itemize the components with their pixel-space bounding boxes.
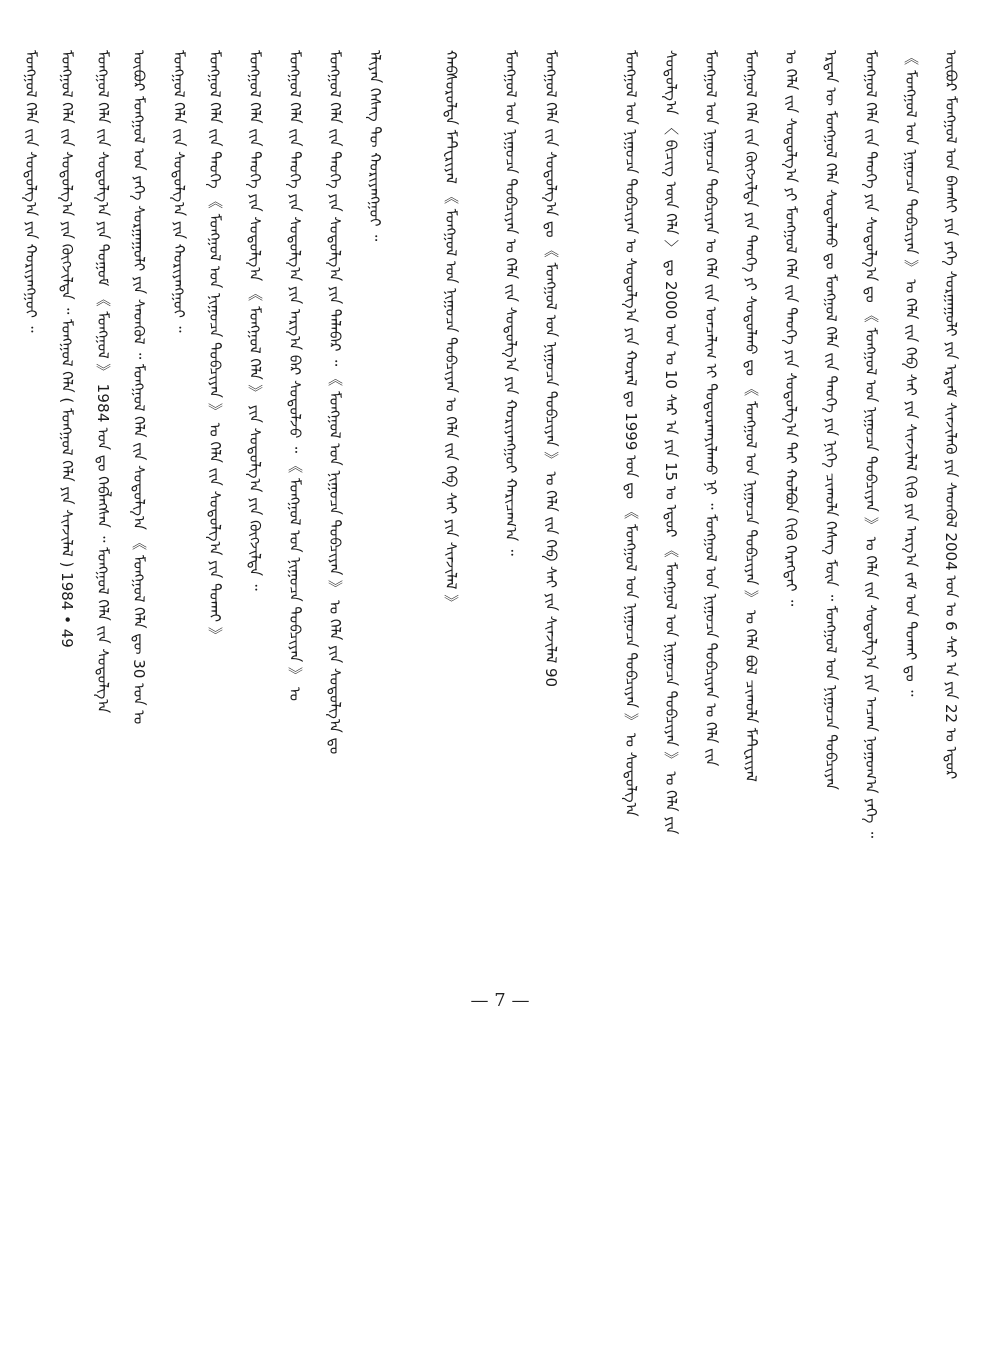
text-column-2: 《 ᠮᠣᠩᠭᠣᠯ ᠤᠨ ᠨᠢᠭᠤᠴᠠ ᠲᠣᠪᠴᠢᠶᠠᠨ 》 ᠤ ᠬᠡᠯᠡ ᠵᠢᠨ ᠬᠡᠪ ᠰᠠᠶ ᠶᠢᠨ ᠰᠢᠨᠵᠢᠯᠡᠯ ᠬᠢᠬᠦ ᠶᠢᠨ ᠠᠷᠭ᠎ᠠ ᠵᠠᠮ ᠤᠨ ᠲᠤᠬᠠᠢ ᠳᠤ ᠃	[902, 50, 920, 697]
text-column-12: ᠬᠠᠪᠰᠤᠷᠤᠯᠲᠠ ᠮᠠᠲ᠋ᠧᠷᠢᠶᠠᠯ 《 ᠮᠣᠩᠭᠣᠯ ᠤᠨ ᠨᠢᠭᠤᠴᠠ ᠲᠣᠪᠴᠢᠶᠠᠨ ᠤ ᠬᠡᠯᠡ ᠵᠢᠨ ᠬᠡᠪ ᠰᠠᠶ ᠶᠢᠨ ᠰᠢᠨᠵᠢᠯᠡᠯ 》	[442, 50, 460, 610]
text-column-21: ᠮᠣᠩᠭᠣᠯ ᠬᠡᠯᠡ ᠵᠢᠨ ᠰᠤᠳᠤᠯᠭ᠎ᠠ ᠶᠢᠨ ᠬᠥᠭᠵᠢᠯᠲᠡ ᠃ ᠮᠣᠩᠭᠣᠯ ᠬᠡᠯᠡ ( ᠮᠣᠩᠭᠣᠯ ᠬᠡᠯᠡ ᠶᠢᠨ ᠰᠢᠨᠵᠢᠯᠡᠯ ) 1984 • 49	[58, 50, 76, 648]
text-column-14: ᠮᠣᠩᠭᠣᠯ ᠬᠡᠯᠡ ᠵᠢᠨ ᠲᠡᠦᠬᠡ ᠶᠢᠨ ᠰᠤᠳᠤᠯᠭ᠎ᠠ ᠶᠢᠨ ᠲᠠᠯᠠᠪᠠᠷ ᠃ 《 ᠮᠣᠩᠭᠣᠯ ᠤᠨ ᠨᠢᠭᠤᠴᠠ ᠲᠣᠪᠴᠢᠶᠠᠨ 》 ᠤ ᠬᠡᠯᠡ ᠶᠢᠨ ᠰᠤᠳᠤᠯᠭ᠎ᠠ ᠳᠤ	[326, 50, 344, 755]
text-column-8: ᠰᠤᠳᠤᠯᠭ᠎ᠠ 〈 ᠪᠢᠴᠢᠭ ᠦᠨ ᠬᠡᠯᠡ 〉 ᠳᠤ 2000 ᠣᠨ ᠤ 10 ᠰᠠᠷ ᠠ ᠶᠢᠨ 15 ᠤ ᠡᠳᠦᠷ 《 ᠮᠣᠩᠭᠣᠯ ᠤᠨ ᠨᠢᠭᠤᠴᠠ ᠲᠣᠪᠴᠢᠶᠠᠨ 》 ᠤ ᠬᠡᠯᠡ ᠶᠢᠨ	[662, 50, 680, 835]
text-column-22: ᠮᠣᠩᠭᠣᠯ ᠬᠡᠯᠡ ᠵᠢᠨ ᠰᠤᠳᠤᠯᠭ᠎ᠠ ᠶᠢᠨ ᠬᠤᠷᠢᠶᠠᠩᠭᠤᠢ ᠃	[22, 50, 40, 333]
text-column-13: ᠡᠯᠢᠶᠡᠨ ᠬᠡᠰᠡᠭ ᠲᠦ ᠬᠤᠷᠢᠶᠠᠩᠭᠤᠢ ᠃	[366, 50, 384, 242]
page-number: — 7 —	[470, 990, 530, 1011]
text-column-3: ᠮᠣᠩᠭᠣᠯ ᠬᠡᠯᠡ ᠵᠢᠨ ᠲᠡᠦᠬᠡ ᠶᠢᠨ ᠰᠤᠳᠤᠯᠭ᠎ᠠ ᠳᠤ 《 ᠮᠣᠩᠭᠣᠯ ᠤᠨ ᠨᠢᠭᠤᠴᠠ ᠲᠣᠪᠴᠢᠶᠠᠨ 》 ᠤ ᠬᠡᠯᠡ ᠵᠢᠨ ᠰᠤᠳᠤᠯᠭ᠎ᠠ ᠶᠢᠨ ᠠᠴᠬᠠ ᠨᠣᠭᠤᠭ᠎ᠠ ᠶᠡᠬᠡ ᠃	[862, 50, 880, 838]
text-column-17: ᠮᠣᠩᠭᠣᠯ ᠬᠡᠯᠡ ᠵᠢᠨ ᠲᠡᠦᠬᠡ 《 ᠮᠣᠩᠭᠣᠯ ᠤᠨ ᠨᠢᠭᠤᠴᠠ ᠲᠣᠪᠴᠢᠶᠠᠨ 》 ᠤ ᠬᠡᠯᠡ ᠵᠢᠨ ᠰᠤᠳᠤᠯᠭ᠎ᠠ ᠶᠢᠨ ᠲᠣᠬᠠᠢ 》	[206, 50, 224, 642]
text-column-16: ᠮᠣᠩᠭᠣᠯ ᠬᠡᠯᠡ ᠵᠢᠨ ᠲᠡᠦᠬᠡ ᠶᠢᠨ ᠰᠤᠳᠤᠯᠭ᠎ᠠ 《 ᠮᠣᠩᠭᠣᠯ ᠬᠡᠯᠡ 》 ᠶᠢᠨ ᠰᠤᠳᠤᠯᠭ᠎ᠠ ᠶᠢᠨ ᠬᠥᠭᠵᠢᠯᠲᠡ ᠃	[246, 50, 264, 591]
text-column-11: ᠮᠣᠩᠭᠣᠯ ᠤᠨ ᠨᠢᠭᠤᠴᠠ ᠲᠣᠪᠴᠢᠶᠠᠨ ᠤ ᠬᠡᠯᠡ ᠵᠢᠨ ᠰᠤᠳᠤᠯᠭ᠎ᠠ ᠶᠢᠨ ᠬᠤᠷᠢᠶᠠᠩᠭᠤᠢ ᠬᠠᠷᠢᠴᠠᠭ᠎ᠠ ᠃	[502, 50, 520, 556]
text-column-19: ᠥᠪᠦᠷ ᠮᠣᠩᠭᠣᠯ ᠤᠨ ᠶᠡᠬᠡ ᠰᠤᠷᠭᠠᠭᠤᠯᠢ ᠶᠢᠨ ᠰᠡᠳᠭᠦᠯ ᠃ ᠮᠣᠩᠭᠣᠯ ᠬᠡᠯᠡ ᠵᠢᠨ ᠰᠤᠳᠤᠯᠭ᠎ᠠ 《 ᠮᠣᠩᠭᠣᠯ ᠬᠡᠯᠡ ᠳᠦ 30 ᠣᠨ ᠤ	[130, 50, 148, 725]
text-column-10: ᠮᠣᠩᠭᠣᠯ ᠬᠡᠯᠡ ᠵᠢᠨ ᠰᠤᠳᠤᠯᠭ᠎ᠠ ᠳᠤ 《 ᠮᠣᠩᠭᠣᠯ ᠤᠨ ᠨᠢᠭᠤᠴᠠ ᠲᠣᠪᠴᠢᠶᠠᠨ 》 ᠤ ᠬᠡᠯᠡ ᠵᠢᠨ ᠬᠡᠪ ᠰᠠᠶ ᠶᠢᠨ ᠰᠢᠨᠵᠢᠯᠡᠯ 90	[542, 50, 560, 688]
text-column-9: ᠮᠣᠩᠭᠣᠯ ᠤᠨ ᠨᠢᠭᠤᠴᠠ ᠲᠣᠪᠴᠢᠶᠠᠨ ᠤ ᠰᠤᠳᠤᠯᠭ᠎ᠠ ᠶᠢᠨ ᠬᠤᠷᠠᠯ ᠳᠤ 1999 ᠣᠨ ᠳᠤ 《 ᠮᠣᠩᠭᠣᠯ ᠤᠨ ᠨᠢᠭᠤᠴᠠ ᠲᠣᠪᠴᠢᠶᠠᠨ 》 ᠤ ᠰᠤᠳᠤᠯᠭ᠎ᠠ	[622, 50, 640, 817]
text-column-4: ᠡᠷᠲᠡᠨ ᠦ ᠮᠣᠩᠭᠣᠯ ᠬᠡᠯᠡ ᠰᠤᠳᠤᠯᠬᠤ ᠳᠤ ᠮᠣᠩᠭᠣᠯ ᠬᠡᠯᠡ ᠵᠢᠨ ᠲᠡᠦᠬᠡ ᠶᠢᠨ ᠨᠢᠭᠡ ᠴᠢᠬᠤᠯᠠ ᠬᠡᠰᠡᠭ ᠮᠥᠨ ᠃ ᠮᠣᠩᠭᠣᠯ ᠤᠨ ᠨᠢᠭᠤᠴᠠ ᠲᠣᠪᠴᠢᠶᠠᠨ	[822, 50, 840, 790]
text-column-1: ᠥᠪᠦᠷ ᠮᠣᠩᠭᠣᠯ ᠤᠨ ᠪᠠᠭᠰᠢ ᠶᠢᠨ ᠶᠡᠬᠡ ᠰᠤᠷᠭᠠᠭᠤᠯᠢ ᠶᠢᠨ ᠡᠷᠳᠡᠮ ᠰᠢᠨᠵᠢᠯᠡᠬᠦ ᠶᠢᠨ ᠰᠡᠳᠭᠦᠯ 2004 ᠣᠨ ᠤ 6 ᠰᠠᠷ ᠠ ᠶᠢᠨ 22 ᠤ ᠡᠳᠦᠷ	[942, 50, 960, 780]
text-column-5: ᠤ ᠬᠡᠯᠡ ᠵᠢᠨ ᠰᠤᠳᠤᠯᠭ᠎ᠠ ᠶᠢ ᠮᠣᠩᠭᠣᠯ ᠬᠡᠯᠡ ᠵᠢᠨ ᠲᠡᠦᠬᠡ ᠶᠢᠨ ᠰᠤᠳᠤᠯᠭ᠎ᠠ ᠲᠠᠢ ᠬᠣᠯᠪᠣᠨ ᠬᠢᠬᠦ ᠬᠡᠷᠡᠭᠲᠡᠢ ᠃	[782, 50, 800, 607]
text-column-6: ᠮᠣᠩᠭᠣᠯ ᠬᠡᠯᠡ ᠵᠢᠨ ᠬᠥᠭᠵᠢᠯᠲᠡ ᠶᠢᠨ ᠲᠡᠦᠬᠡ ᠶᠢ ᠰᠤᠳᠤᠯᠬᠤ ᠳᠤ 《 ᠮᠣᠩᠭᠣᠯ ᠤᠨ ᠨᠢᠭᠤᠴᠠ ᠲᠣᠪᠴᠢᠶᠠᠨ 》 ᠤ ᠬᠡᠯᠡ ᠪᠣᠯ ᠴᠢᠬᠤᠯᠠ ᠮᠠᠲ᠋ᠧᠷᠢᠶᠠᠯ	[742, 50, 760, 782]
text-column-20: ᠮᠣᠩᠭᠣᠯ ᠬᠡᠯᠡ ᠵᠢᠨ ᠰᠤᠳᠤᠯᠭ᠎ᠠ ᠶᠢᠨ ᠲᠣᠭᠤᠮ 《 ᠮᠣᠩᠭᠣᠯ 》 1984 ᠣᠨ ᠳᠤ ᠬᠡᠪᠯᠡᠭᠰᠡᠨ ᠃ ᠮᠣᠩᠭᠣᠯ ᠬᠡᠯᠡ ᠵᠢᠨ ᠰᠤᠳᠤᠯᠭ᠎ᠠ	[94, 50, 112, 714]
text-column-7: ᠮᠣᠩᠭᠣᠯ ᠤᠨ ᠨᠢᠭᠤᠴᠠ ᠲᠣᠪᠴᠢᠶᠠᠨ ᠤ ᠬᠡᠯᠡ ᠵᠢᠨ ᠣᠨᠴᠠᠯᠢᠭ ᠢ ᠲᠣᠳᠤᠷᠬᠠᠶᠢᠯᠠᠬᠤ ᠨᠢ ᠃ ᠮᠣᠩᠭᠣᠯ ᠤᠨ ᠨᠢᠭᠤᠴᠠ ᠲᠣᠪᠴᠢᠶᠠᠨ ᠤ ᠬᠡᠯᠡ ᠵᠢᠨ	[702, 50, 720, 767]
text-column-15: ᠮᠣᠩᠭᠣᠯ ᠬᠡᠯᠡ ᠵᠢᠨ ᠲᠡᠦᠬᠡ ᠶᠢᠨ ᠰᠤᠳᠤᠯᠭ᠎ᠠ ᠶᠢᠨ ᠠᠷᠭ᠎ᠠ ᠪᠠᠷ ᠰᠤᠳᠤᠯᠵᠤ ᠃ 《 ᠮᠣᠩᠭᠣᠯ ᠤᠨ ᠨᠢᠭᠤᠴᠠ ᠲᠣᠪᠴᠢᠶᠠᠨ 》 ᠤ	[286, 50, 304, 702]
text-column-18: ᠮᠣᠩᠭᠣᠯ ᠬᠡᠯᠡ ᠵᠢᠨ ᠰᠤᠳᠤᠯᠭ᠎ᠠ ᠶᠢᠨ ᠬᠣᠷᠢᠶᠠᠩᠭᠤᠢ ᠃	[170, 50, 188, 333]
